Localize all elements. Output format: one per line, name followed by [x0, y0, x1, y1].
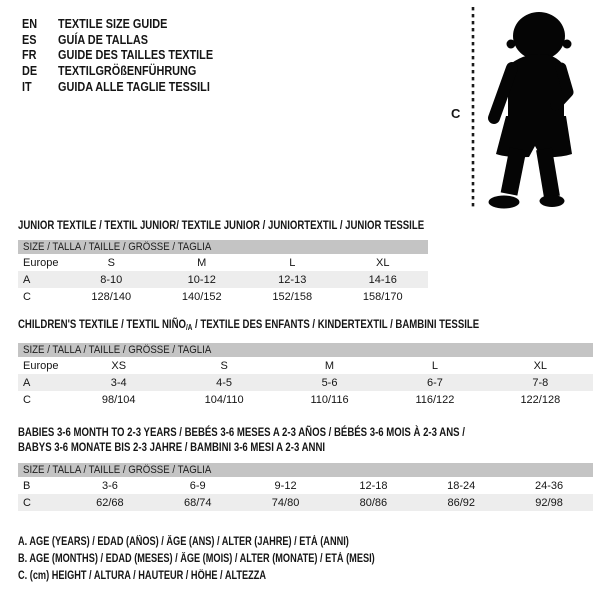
column-header: S: [107, 256, 115, 269]
cell: 104/110: [204, 393, 244, 406]
row-label: A: [23, 273, 31, 286]
cell: 18-24: [447, 479, 476, 492]
column-header: L: [431, 359, 438, 372]
cell: 3-6: [101, 479, 118, 492]
note-c: C. (cm) HEIGHT / ALTURA / HAUTEUR / HÖHE / ALTEZZA: [18, 570, 267, 582]
cell: 86/92: [447, 496, 475, 509]
table-row-b: [18, 477, 593, 494]
language-row-it: [22, 79, 236, 95]
cell: 10-12: [187, 273, 216, 286]
cell: 62/68: [96, 496, 124, 509]
note-b: B. AGE (MONTHS) / EDAD (MESES) / ÂGE (MOIS) / ALTER (MONATE) / ETÀ (MESI): [18, 553, 375, 565]
cell: 122/128: [520, 393, 561, 406]
table-row-c: [18, 391, 593, 408]
guide-title: TEXTILGRÖßENFÜHRUNG: [58, 64, 197, 79]
guide-title: GUIDA ALLE TAGLIE TESSILI: [58, 80, 210, 95]
cell: 116/122: [415, 393, 455, 406]
note-a: A. AGE (YEARS) / EDAD (AÑOS) / ÂGE (ANS) / ALTER (JAHRE) / ETÀ (ANNI): [18, 536, 349, 548]
baby-silhouette-figure: [440, 4, 600, 214]
column-header: S: [220, 359, 228, 372]
children-size-table: [18, 343, 593, 408]
table-header-row: [18, 254, 428, 271]
cell: 12-13: [278, 273, 307, 286]
row-label: C: [23, 496, 31, 509]
column-header: XL: [533, 359, 548, 372]
language-code: ES: [22, 32, 37, 47]
column-header: XS: [111, 359, 127, 372]
babies-size-table: [18, 463, 593, 511]
column-header: M: [197, 256, 207, 269]
size-header-band: SIZE / TALLA / TAILLE / GRÖSSE / TAGLIA: [18, 463, 593, 477]
junior-section-title: JUNIOR TEXTILE / TEXTIL JUNIOR/ TEXTILE JUNIOR / JUNIORTEXTIL / JUNIOR TESSILE: [18, 218, 425, 232]
cell: 158/170: [362, 290, 403, 303]
cell: 4-5: [216, 376, 233, 389]
cell: 9-12: [274, 479, 297, 492]
table-row-a: [18, 374, 593, 391]
table-header-row: [18, 357, 593, 374]
table-row-a: [18, 271, 428, 288]
cell: 152/158: [272, 290, 313, 303]
row-label: A: [23, 376, 31, 389]
size-header-band: SIZE / TALLA / TAILLE / GRÖSSE / TAGLIA: [18, 240, 428, 254]
column-header-europe: Europe: [23, 359, 59, 372]
column-header: M: [324, 359, 335, 372]
cell: 98/104: [101, 393, 136, 406]
subscript-text: /A: [185, 323, 193, 332]
cell: 14-16: [368, 273, 397, 286]
row-label: B: [23, 479, 31, 492]
column-header-europe: Europe: [23, 256, 59, 269]
cell: 5-6: [321, 376, 338, 389]
language-title-block: [22, 16, 236, 95]
language-code: FR: [22, 48, 37, 63]
height-measure-label: C: [451, 106, 461, 121]
cell: 24-36: [534, 479, 564, 492]
legend-notes: [18, 534, 464, 585]
children-section-title: CHILDREN'S TEXTILE / TEXTIL $NIÑO_{/A}$ / TEXTILE DES ENFANTS / KINDERTEXTIL / BAMBINI TESSILE: [18, 317, 480, 332]
cell: 68/74: [183, 496, 212, 509]
cell: 128/140: [91, 290, 132, 303]
junior-size-table: [18, 240, 428, 305]
language-row-de: [22, 63, 236, 79]
cell: 110/116: [310, 393, 349, 406]
babies-section-title: BABIES 3-6 MONTH TO 2-3 YEARS / BEBÉS 3-6 MESES A 2-3 AÑOS / BÉBÉS 3-6 MOIS À 2-3 ANS / BABYS 3-6 MONATE BIS 2-3 JAHRE / BAMBINI 3-6 MESI A 2-3 ANNI: [18, 425, 465, 454]
cell: 3-4: [110, 376, 127, 389]
table-row-c: [18, 288, 428, 305]
cell: 8-10: [100, 273, 123, 286]
language-code: IT: [22, 80, 32, 95]
size-header-band: SIZE / TALLA / TAILLE / GRÖSSE / TAGLIA: [18, 343, 593, 357]
guide-title: TEXTILE SIZE GUIDE: [58, 16, 168, 31]
language-row-en: [22, 16, 236, 32]
column-header: XL: [376, 256, 390, 269]
cell: 7-8: [532, 376, 549, 389]
cell: 92/98: [535, 496, 563, 509]
language-row-es: [22, 32, 236, 48]
cell: 74/80: [271, 496, 300, 509]
cell: 12-18: [359, 479, 388, 492]
column-header: L: [289, 256, 296, 269]
table-row-c: [18, 494, 593, 511]
guide-title: GUIDE DES TAILLES TEXTILE: [58, 48, 214, 63]
guide-title: GUÍA DE TALLAS: [58, 32, 149, 47]
language-code: DE: [22, 64, 38, 79]
language-row-fr: [22, 48, 236, 64]
row-label: C: [23, 290, 31, 303]
language-code: EN: [22, 16, 38, 31]
cell: 140/152: [181, 290, 222, 303]
row-label: C: [23, 393, 31, 406]
baby-toddler-silhouette-icon: [489, 12, 573, 209]
cell: 6-9: [189, 479, 206, 492]
cell: 80/86: [359, 496, 388, 509]
cell: 6-7: [426, 376, 443, 389]
